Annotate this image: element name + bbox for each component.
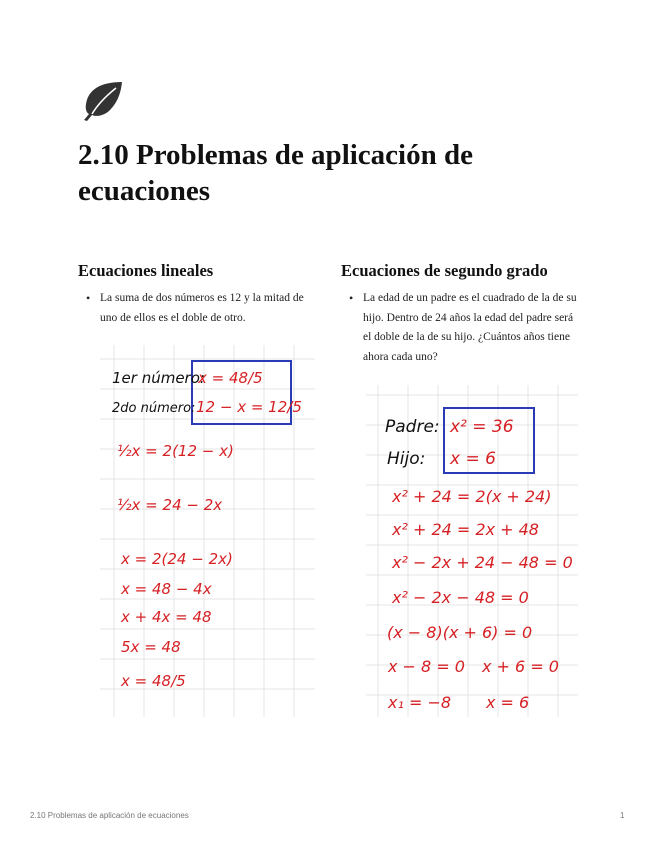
quadratic-step-2: x² + 24 = 2x + 48 — [392, 520, 539, 539]
quadratic-step-6a: x − 8 = 0 — [388, 657, 465, 676]
footer-title: 2.10 Problemas de aplicación de ecuaciones — [30, 811, 189, 820]
quadratic-son-label: Hijo: — [387, 449, 426, 469]
linear-second-number-label: 2do número: — [112, 401, 196, 416]
linear-step-7: x = 48/5 — [121, 672, 186, 690]
linear-step-2: ½x = 24 − 2x — [117, 496, 223, 514]
linear-step-3: x = 2(24 − 2x) — [121, 550, 233, 568]
page-title: 2.10 Problemas de aplicación de ecuaciones — [78, 139, 473, 207]
linear-second-number-value: 12 − x = 12/5 — [196, 398, 302, 416]
linear-step-4: x = 48 − 4x — [121, 580, 212, 598]
linear-heading: Ecuaciones lineales — [78, 261, 214, 280]
quadratic-step-7a: x₁ = −8 — [388, 693, 452, 712]
quadratic-son-value: x = 6 — [450, 449, 496, 469]
linear-problem-text: • La suma de dos números es 12 y la mitad de uno de ellos es el doble de otro. — [100, 289, 318, 328]
quadratic-problem-text: • La edad de un padre es el cuadrado de la de su hijo. Dentro de 24 años la edad del padre será el doble de la de su hijo. ¿Cuántos años tiene ahora cada uno? — [363, 289, 581, 367]
leaf-icon — [80, 80, 126, 122]
linear-step-6: 5x = 48 — [121, 638, 181, 656]
quadratic-step-6b: x + 6 = 0 — [482, 657, 559, 676]
quadratic-step-7b: x = 6 — [486, 693, 530, 712]
linear-first-number-value: x = 48/5 — [198, 369, 263, 387]
quadratic-father-value: x² = 36 — [450, 417, 514, 437]
linear-first-number-label: 1er número: — [112, 369, 205, 387]
quadratic-step-1: x² + 24 = 2(x + 24) — [392, 487, 552, 506]
quadratic-step-5: (x − 8)(x + 6) = 0 — [387, 623, 533, 642]
page-number: 1 — [620, 811, 625, 820]
quadratic-father-label: Padre: — [385, 417, 440, 437]
quadratic-step-4: x² − 2x − 48 = 0 — [392, 588, 529, 607]
linear-step-5: x + 4x = 48 — [121, 608, 212, 626]
quadratic-heading: Ecuaciones de segundo grado — [341, 261, 548, 280]
quadratic-step-3: x² − 2x + 24 − 48 = 0 — [392, 553, 573, 572]
linear-step-1: ½x = 2(12 − x) — [117, 442, 234, 460]
